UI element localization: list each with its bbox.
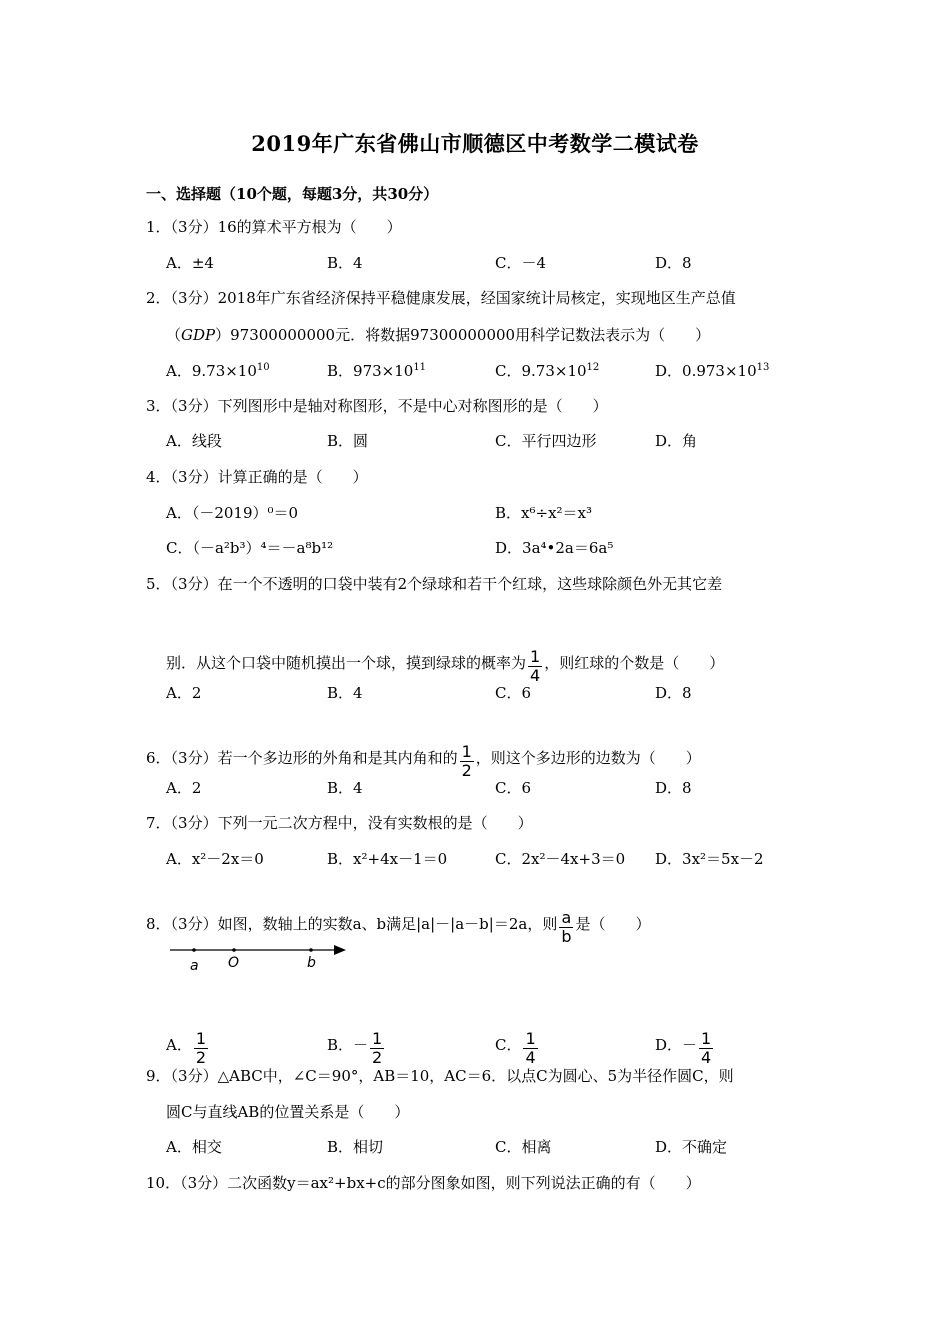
q2-paren: （: [166, 326, 182, 344]
q8-b-sign: －: [353, 1036, 369, 1054]
point-o-dot: [232, 948, 236, 952]
q6-text-after: ，则这个多边形的边数为（ ）: [475, 749, 701, 767]
q8-fraction: [559, 909, 573, 946]
q3-option-b: B．圆: [327, 432, 369, 450]
number-line-figure: [166, 938, 356, 974]
q6-frac-num: 1: [461, 742, 472, 761]
page-title: 2019年广东省佛山市顺德区中考数学二模试卷: [251, 131, 699, 156]
q8-d-den: 4: [701, 1048, 712, 1067]
q6-option-a: A．2: [166, 779, 202, 797]
q5-option-b: B．4: [327, 684, 363, 702]
question-10: 10．（3分）二次函数y＝ax²+bx+c的部分图象如图，则下列说法正确的有（ ）: [146, 1174, 701, 1192]
q2-a-base: A．9.73×10: [166, 362, 257, 380]
q8-d-num: 1: [701, 1029, 712, 1048]
q9-option-d: D．不确定: [655, 1138, 728, 1156]
q2-option-d: [655, 361, 769, 381]
q8-b-label: B．: [327, 1036, 354, 1054]
point-b-dot: [309, 948, 313, 952]
question-7: 7．（3分）下列一元二次方程中，没有实数根的是（ ）: [146, 814, 533, 832]
question-1: 1．（3分）16的算术平方根为（ ）: [146, 218, 402, 236]
question-1-options: [0, 253, 950, 273]
q4-option-c: C．（－a²b³）⁴＝－a⁸b¹²: [166, 539, 334, 557]
q2-d-exp: 13: [756, 362, 770, 373]
point-o-label: O: [228, 955, 240, 971]
q7-option-a: A．x²－2x＝0: [166, 850, 264, 868]
q1-option-b: B．4: [327, 254, 363, 272]
q2-c-base: C．9.73×10: [495, 362, 587, 380]
q8-text-after: 是（ ）: [575, 915, 651, 933]
q8-d-sign: －: [682, 1036, 698, 1054]
q2-option-a: [166, 361, 270, 381]
q5-text-before: 别．从这个口袋中随机摸出一个球，摸到绿球的概率为: [166, 654, 527, 672]
question-6-options: [0, 778, 950, 798]
q5-option-d: D．8: [655, 684, 692, 702]
q8-a-den: 2: [195, 1048, 207, 1067]
q2-d-base: D．0.973×10: [655, 362, 757, 380]
q5-option-a: A．2: [166, 684, 202, 702]
q8-c-fraction: [523, 1030, 537, 1067]
q2-option-c: [495, 361, 599, 381]
q5-option-c: C．6: [495, 684, 532, 702]
q8-text-before: 8．（3分）如图，数轴上的实数a、b满足|a|－|a－b|＝2a，则: [146, 915, 558, 933]
question-6: [146, 743, 701, 780]
q6-option-b: B．4: [327, 779, 363, 797]
q1-option-d: D．8: [655, 254, 692, 272]
question-9-line-2: 圆C与直线AB的位置关系是（ ）: [166, 1103, 410, 1121]
q6-text-before: 6．（3分）若一个多边形的外角和是其内角和的: [146, 749, 458, 767]
q7-option-b: B．x²+4x－1＝0: [327, 850, 448, 868]
question-4: 4．（3分）计算正确的是（ ）: [146, 468, 368, 486]
q8-option-d: [655, 1030, 715, 1067]
q8-b-fraction: [370, 1030, 384, 1067]
question-2-options: [0, 361, 950, 381]
point-b-label: b: [307, 955, 316, 971]
q2-rest: ）97300000000元．将数据97300000000用科学记数法表示为（ ）: [215, 326, 711, 344]
q8-option-c: [495, 1030, 540, 1067]
question-5-line-2: [166, 648, 724, 685]
question-9-line-1: 9．（3分）△ABC中，∠C＝90°，AB＝10，AC＝6．以点C为圆心、5为半径作圆C，则: [146, 1067, 734, 1085]
q8-c-den: 4: [525, 1048, 536, 1067]
question-9-options: [0, 1137, 950, 1157]
q5-text-after: ，则红球的个数是（ ）: [544, 654, 725, 672]
q1-option-c: C．－4: [495, 254, 547, 272]
q8-d-fraction: [699, 1030, 713, 1067]
q8-d-label: D．: [655, 1036, 683, 1054]
q6-option-c: C．6: [495, 779, 532, 797]
q4-option-b: B．x⁶÷x²＝x³: [495, 504, 593, 522]
q8-option-a: [166, 1030, 210, 1067]
q8-a-fraction: [194, 1030, 208, 1067]
point-a-dot: [192, 948, 196, 952]
q8-frac-num: a: [561, 908, 572, 927]
question-2-line-1: 2．（3分）2018年广东省经济保持平稳健康发展，经国家统计局核定，实现地区生产总值: [146, 289, 736, 307]
question-2-line-2: [166, 325, 710, 345]
q2-b-base: B．973×10: [327, 362, 414, 380]
q5-fraction: [528, 648, 542, 685]
q7-option-d: D．3x²＝5x－2: [655, 850, 764, 868]
q8-c-label: C．: [495, 1036, 522, 1054]
number-line-arrow-icon: [334, 945, 346, 955]
question-3: 3．（3分）下列图形中是轴对称图形，不是中心对称图形的是（ ）: [146, 397, 608, 415]
q8-b-den: 2: [372, 1048, 383, 1067]
question-3-options: [0, 431, 950, 451]
q6-option-d: D．8: [655, 779, 692, 797]
q7-option-c: C．2x²－4x+3＝0: [495, 850, 626, 868]
q2-b-exp: 11: [413, 362, 427, 373]
question-4-options-row-2: [0, 538, 950, 558]
q8-frac-den: b: [561, 927, 572, 946]
point-a-label: a: [190, 958, 199, 974]
q2-option-b: [327, 361, 426, 381]
question-5-options: [0, 683, 950, 703]
question-5-line-1: 5．（3分）在一个不透明的口袋中装有2个绿球和若干个红球，这些球除颜色外无其它差: [146, 575, 723, 593]
question-7-options: [0, 849, 950, 869]
question-8-options: [0, 1029, 950, 1067]
q4-option-a: A．（－2019）⁰＝0: [166, 504, 299, 522]
q1-option-a: A．±4: [166, 254, 214, 272]
q3-option-a: A．线段: [166, 432, 222, 450]
q5-frac-num: 1: [530, 647, 541, 666]
q3-option-d: D．角: [655, 432, 698, 450]
q9-option-a: A．相交: [166, 1138, 222, 1156]
q8-a-num: 1: [195, 1029, 207, 1048]
q8-option-b: [327, 1030, 386, 1067]
q4-option-d: D．3a⁴•2a＝6a⁵: [495, 539, 614, 557]
q2-c-exp: 12: [586, 362, 600, 373]
q9-option-c: C．相离: [495, 1138, 552, 1156]
q6-frac-den: 2: [461, 761, 472, 780]
q8-c-num: 1: [525, 1029, 536, 1048]
q3-option-c: C．平行四边形: [495, 432, 597, 450]
q2-gdp: GDP: [181, 326, 216, 344]
section-heading: 一、选择题（10个题，每题3分，共30分）: [146, 185, 439, 203]
q8-a-label: A．: [166, 1036, 192, 1054]
q5-frac-den: 4: [530, 666, 541, 685]
q8-b-num: 1: [372, 1029, 383, 1048]
q2-a-exp: 10: [256, 362, 270, 373]
q9-option-b: B．相切: [327, 1138, 384, 1156]
q6-fraction: [460, 743, 474, 780]
question-4-options-row-1: [0, 503, 950, 523]
